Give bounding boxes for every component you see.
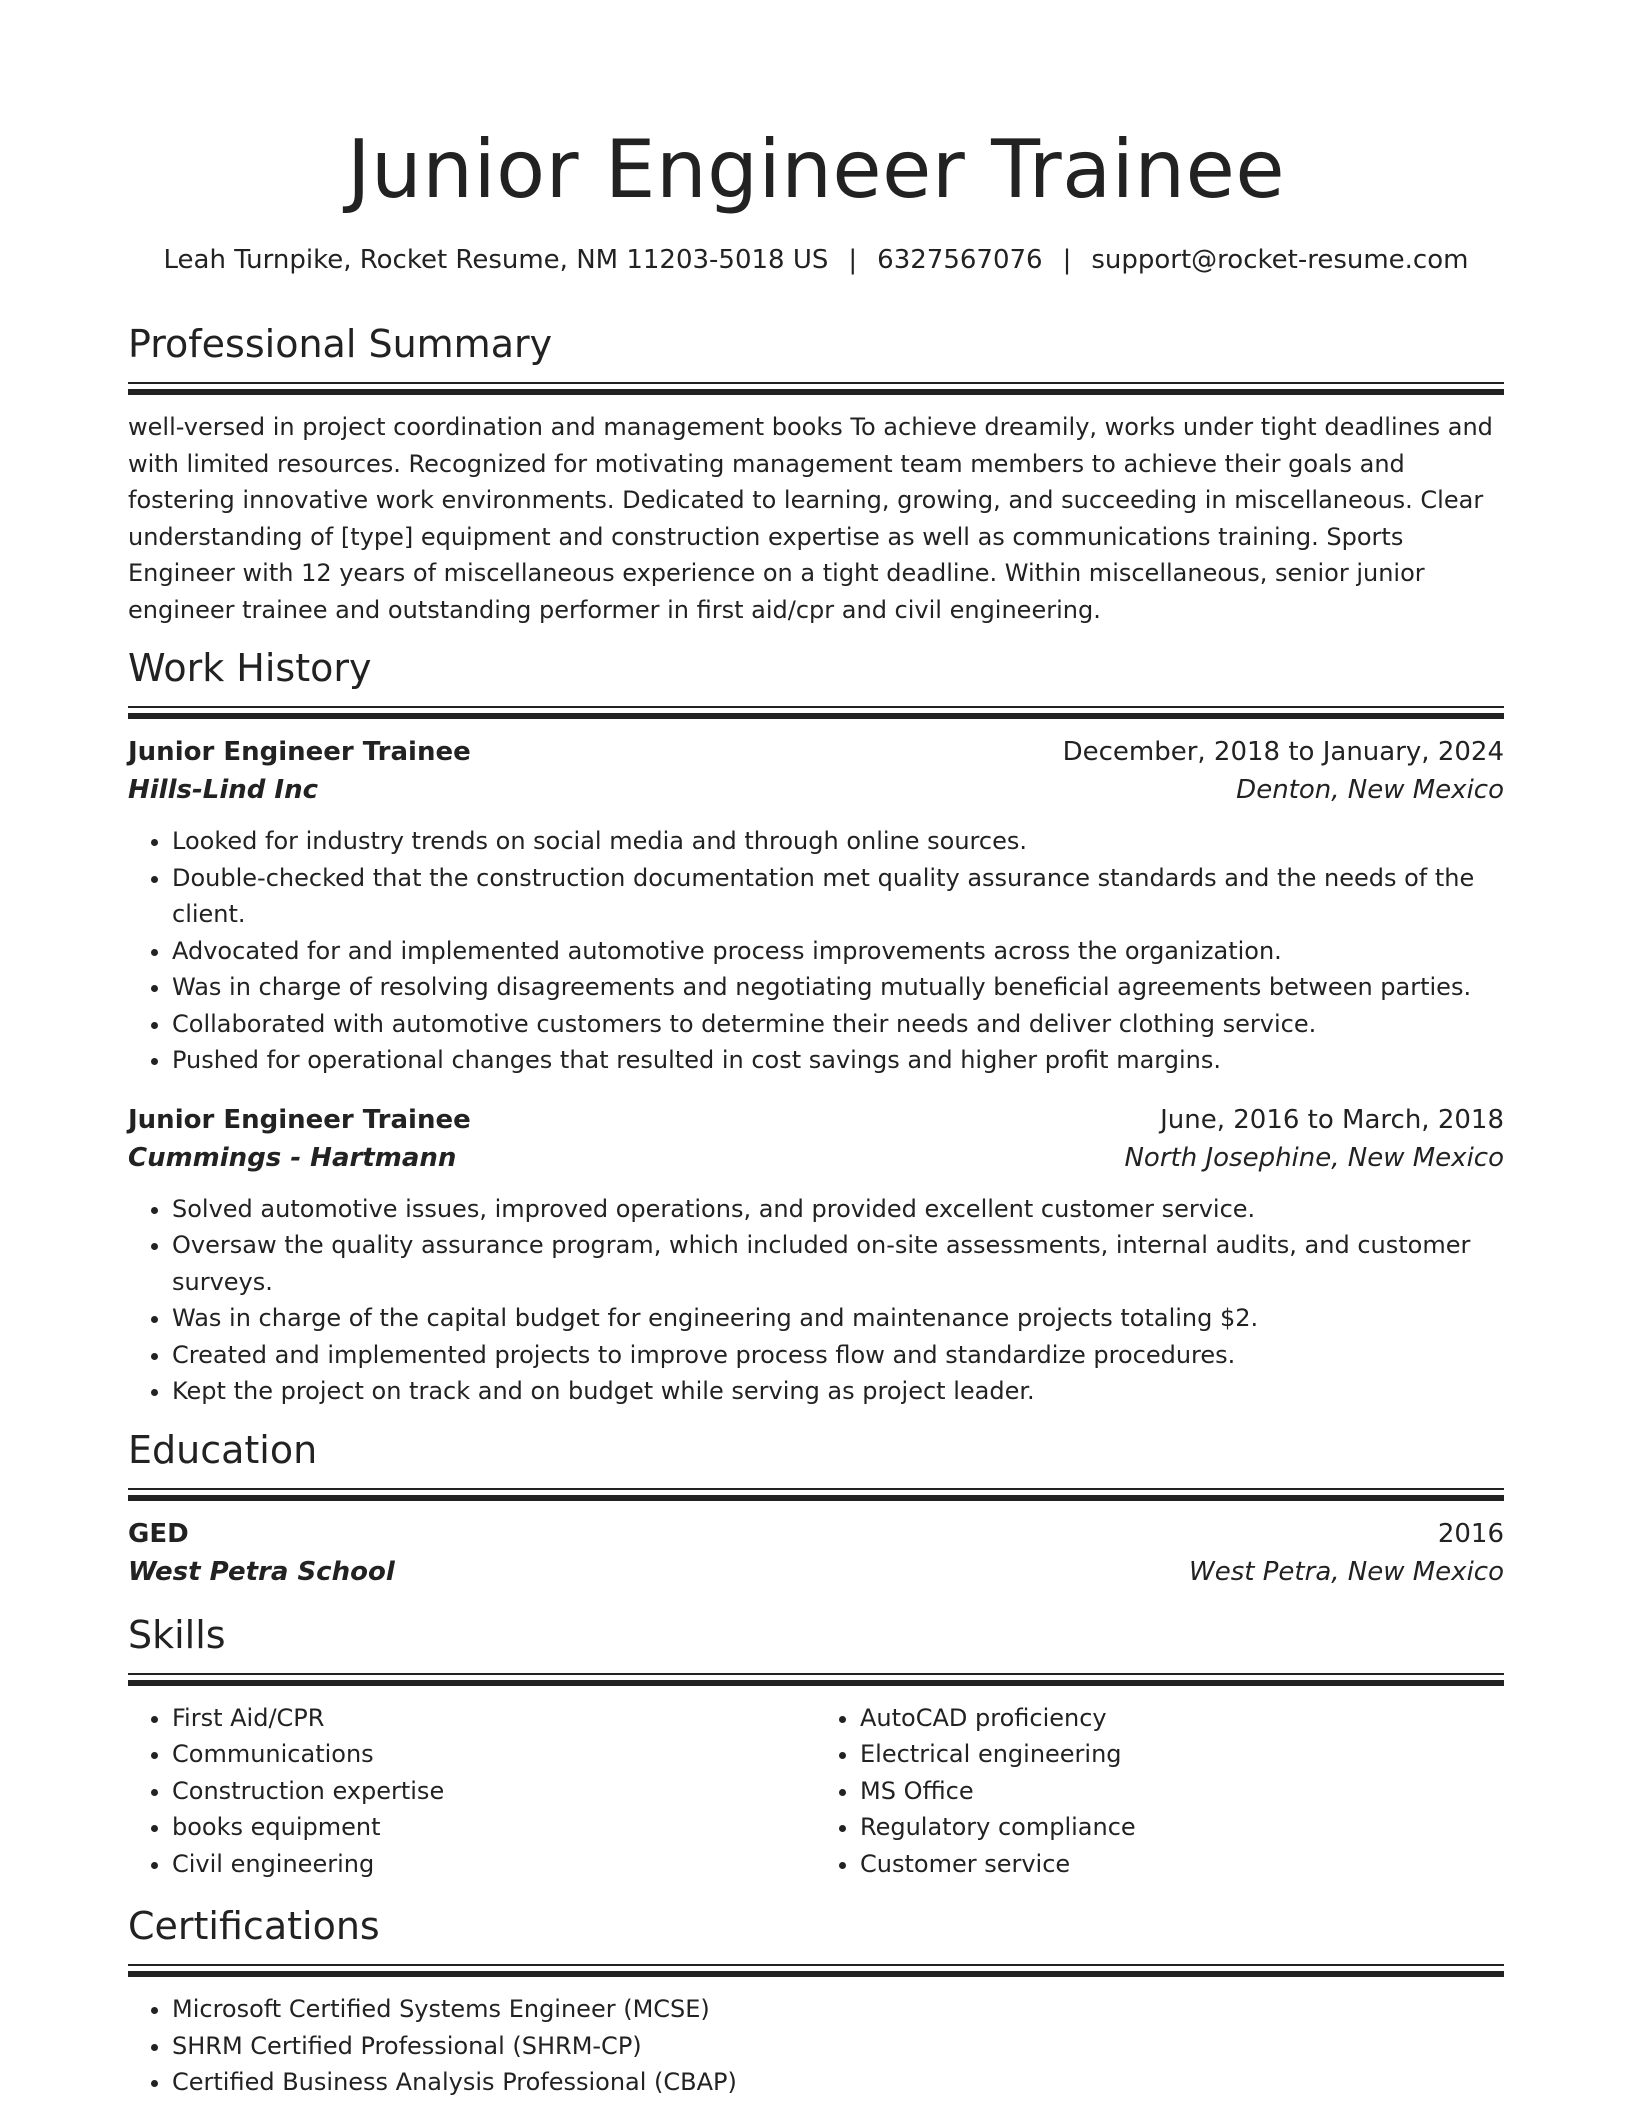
section-divider bbox=[128, 1673, 1504, 1686]
job-location: North Josephine, New Mexico bbox=[1124, 1142, 1504, 1173]
contact-email: support@rocket-resume.com bbox=[1091, 245, 1469, 275]
contact-line bbox=[128, 242, 1504, 278]
skills-section bbox=[128, 1609, 1504, 1883]
job-entry bbox=[128, 1101, 1504, 1410]
contact-separator: | bbox=[848, 245, 858, 275]
job-title: Junior Engineer Trainee bbox=[128, 737, 471, 767]
list-item: • AutoCAD proficiency bbox=[860, 1700, 1504, 1737]
job-location: Denton, New Mexico bbox=[1236, 775, 1504, 805]
section-heading: Education bbox=[128, 1427, 318, 1472]
list-item: • Civil engineering bbox=[172, 1846, 816, 1883]
list-item: • Created and implemented projects to improve process flow and standardize procedures. bbox=[172, 1337, 1504, 1374]
list-item: • Electrical engineering bbox=[860, 1736, 1504, 1773]
summary-text: well-versed in project coordination and management books To achieve dreamily, works under tight deadlines and with limited resources. Recognized for motivating management team members to achieve their goals and fostering innovative work environments. Dedicated to learning, growing, and succeeding in miscellaneous. Clear understanding of [type] equipment and construction expertise as well as communications training. Sports Engineer with 12 years of miscellaneous experience on a tight deadline. Within miscellaneous, senior junior engineer trainee and outstanding performer in first aid/cpr and civil engineering. bbox=[128, 413, 1493, 624]
list-item: • First Aid/CPR bbox=[172, 1700, 816, 1737]
skills-column-left bbox=[128, 1700, 816, 1883]
job-dates: December, 2018 to January, 2024 bbox=[1062, 737, 1504, 767]
list-item: • SHRM Certified Professional (SHRM-CP) bbox=[172, 2028, 1504, 2065]
list-item: • Pushed for operational changes that resulted in cost savings and higher profit margins. bbox=[172, 1042, 1504, 1079]
section-heading: Skills bbox=[128, 1612, 226, 1657]
section-heading: Professional Summary bbox=[128, 322, 553, 366]
list-item: • Regulatory compliance bbox=[860, 1809, 1504, 1846]
section-divider bbox=[128, 382, 1504, 395]
education-school: West Petra School bbox=[128, 1556, 395, 1587]
section-heading: Work History bbox=[128, 646, 372, 690]
list-item: • Solved automotive issues, improved operations, and provided excellent customer service. bbox=[172, 1191, 1504, 1228]
list-item: • books equipment bbox=[172, 1809, 816, 1846]
contact-phone: 6327567076 bbox=[877, 245, 1043, 275]
job-title: Junior Engineer Trainee bbox=[128, 1104, 471, 1135]
skills-grid bbox=[128, 1700, 1504, 1883]
education-section bbox=[128, 1424, 1504, 1591]
list-item: • MS Office bbox=[860, 1773, 1504, 1810]
list-item: • Kept the project on track and on budget while serving as project leader. bbox=[172, 1373, 1504, 1410]
work-history-section bbox=[128, 642, 1504, 1410]
certifications-section bbox=[128, 1900, 1504, 2101]
certifications-list bbox=[128, 1991, 1504, 2101]
section-divider bbox=[128, 1488, 1504, 1501]
section-heading: Certifications bbox=[128, 1904, 380, 1948]
job-dates: June, 2016 to March, 2018 bbox=[1160, 1104, 1504, 1135]
job-company: Cummings - Hartmann bbox=[128, 1142, 457, 1173]
list-item: • Customer service bbox=[860, 1846, 1504, 1883]
education-year: 2016 bbox=[1437, 1518, 1504, 1549]
list-item: • Construction expertise bbox=[172, 1773, 816, 1810]
skills-column-right bbox=[816, 1700, 1504, 1883]
job-company: Hills-Lind Inc bbox=[128, 775, 319, 805]
list-item: • Double-checked that the construction documentation met quality assurance standards and the needs of the client. bbox=[172, 860, 1504, 933]
education-degree: GED bbox=[128, 1518, 189, 1549]
summary-section bbox=[128, 318, 1504, 628]
list-item: • Was in charge of resolving disagreements and negotiating mutually beneficial agreements between parties. bbox=[172, 969, 1504, 1006]
list-item: • Communications bbox=[172, 1736, 816, 1773]
list-item: • Advocated for and implemented automotive process improvements across the organization. bbox=[172, 933, 1504, 970]
contact-address: Leah Turnpike, Rocket Resume, NM 11203-5018 US bbox=[163, 245, 829, 275]
job-bullets bbox=[128, 823, 1504, 1079]
list-item: • Was in charge of the capital budget for engineering and maintenance projects totaling $2. bbox=[172, 1300, 1504, 1337]
job-entry bbox=[128, 733, 1504, 1079]
list-item: • Oversaw the quality assurance program, which included on-site assessments, internal audits, and customer surveys. bbox=[172, 1227, 1504, 1300]
list-item: • Looked for industry trends on social media and through online sources. bbox=[172, 823, 1504, 860]
list-item: • Collaborated with automotive customers to determine their needs and deliver clothing service. bbox=[172, 1006, 1504, 1043]
contact-separator: | bbox=[1062, 245, 1072, 275]
section-divider bbox=[128, 1964, 1504, 1977]
education-location: West Petra, New Mexico bbox=[1189, 1556, 1504, 1587]
job-bullets bbox=[128, 1191, 1504, 1410]
section-divider bbox=[128, 706, 1504, 719]
resume-title: Junior Engineer Trainee bbox=[346, 123, 1286, 216]
list-item: • Microsoft Certified Systems Engineer (MCSE) bbox=[172, 1991, 1504, 2028]
list-item: • Certified Business Analysis Professional (CBAP) bbox=[172, 2064, 1504, 2101]
